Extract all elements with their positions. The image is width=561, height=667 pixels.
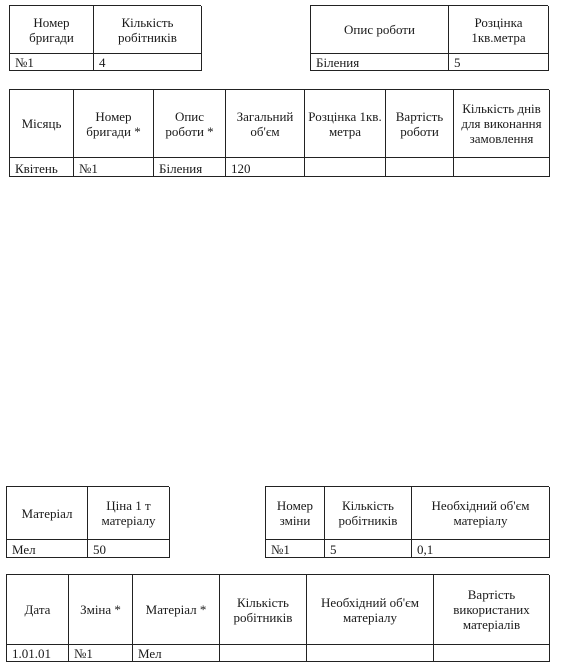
header-rate-per-sqm: Розцінка 1кв.метра [449, 6, 549, 54]
cell-workers-count: 5 [325, 540, 412, 558]
cell-material: Мел [7, 540, 88, 558]
cell-brigade-number: №1 [74, 158, 154, 177]
cell-rate-per-sqm: 5 [449, 54, 549, 71]
cell-work-description: Біления [311, 54, 449, 71]
cell-work-cost [386, 158, 454, 177]
cell-month: Квітень [10, 158, 74, 177]
header-days-to-complete: Кількість днів для виконання замовлення [454, 90, 550, 158]
header-material: Матеріал * [133, 575, 220, 645]
cell-materials-cost [434, 645, 550, 662]
shift-table [265, 486, 549, 558]
cell-material: Мел [133, 645, 220, 662]
cell-required-material-volume: 0,1 [412, 540, 550, 558]
header-total-volume: Загальний об'єм [226, 90, 305, 158]
header-brigade-number: Номер бригади [10, 6, 94, 54]
header-workers-count: Кількість робітників [220, 575, 307, 645]
header-required-material-volume: Необхідний об'єм матеріалу [412, 487, 550, 540]
cell-required-material-volume [307, 645, 434, 662]
cell-total-volume: 120 [226, 158, 305, 177]
work-table [310, 5, 548, 71]
header-work-description: Опис роботи [311, 6, 449, 54]
header-material: Матеріал [7, 487, 88, 540]
header-workers-count: Кількість робітників [325, 487, 412, 540]
cell-work-description: Біления [154, 158, 226, 177]
cell-price-per-ton: 50 [88, 540, 170, 558]
header-work-cost: Вартість роботи [386, 90, 454, 158]
cell-brigade-number: №1 [10, 54, 94, 71]
cell-date: 1.01.01 [7, 645, 69, 662]
header-workers-count: Кількість робітників [94, 6, 202, 54]
header-month: Місяць [10, 90, 74, 158]
header-date: Дата [7, 575, 69, 645]
header-work-description: Опис роботи * [154, 90, 226, 158]
material-table [6, 486, 169, 558]
header-shift: Зміна * [69, 575, 133, 645]
cell-shift: №1 [69, 645, 133, 662]
cell-days-to-complete [454, 158, 550, 177]
header-shift-number: Номер зміни [266, 487, 325, 540]
brigade-table [9, 5, 201, 71]
header-rate-per-sqm: Розцінка 1кв. метра [305, 90, 386, 158]
header-materials-cost: Вартість використаних матеріалів [434, 575, 550, 645]
orders-table [9, 89, 549, 177]
cell-shift-number: №1 [266, 540, 325, 558]
usage-table [6, 574, 549, 662]
cell-rate-per-sqm [305, 158, 386, 177]
cell-workers-count: 4 [94, 54, 202, 71]
cell-workers-count [220, 645, 307, 662]
header-price-per-ton: Ціна 1 т матеріалу [88, 487, 170, 540]
header-brigade-number: Номер бригади * [74, 90, 154, 158]
header-required-material-volume: Необхідний об'єм матеріалу [307, 575, 434, 645]
